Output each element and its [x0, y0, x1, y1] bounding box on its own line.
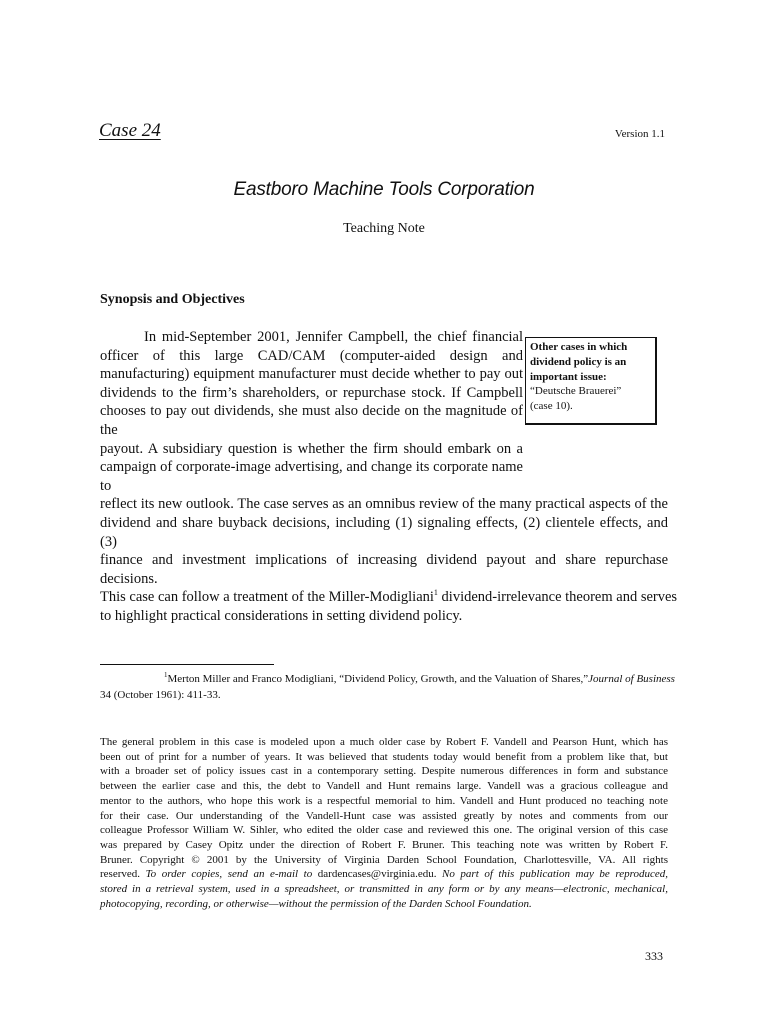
paragraph-text: dividend-irrelevance theorem and serves: [441, 589, 678, 606]
sidebar-text-line: “Deutsche Brauerei”: [530, 385, 622, 398]
credits-line: with a broader set of policy issues cast in a contemporary setting. Despite numerous differences in form and substance: [100, 765, 668, 778]
page-number: 333: [645, 949, 663, 963]
order-copies-text: To order copies, send an e-mail to: [145, 868, 313, 881]
document-title: Eastboro Machine Tools Corporation: [233, 179, 535, 200]
credits-line: mentor to the authors, who hope this work is a respectful memorial to him. Vandell and Hunt produced no teaching note: [100, 794, 668, 807]
paragraph-line: finance and investment implications of increasing dividend payout and share repurchase decisions.: [100, 552, 668, 587]
credits-line: photocopying, recording, or otherwise—without the permission of the Darden School Foundation.: [100, 897, 532, 910]
footnote-text: Merton Miller and Franco Modigliani, “Dividend Policy, Growth, and the Valuation of Shares,”: [167, 673, 589, 685]
credits-line: for their case. Our understanding of the Vandell-Hunt case was assisted greatly by notes and comments from our: [100, 809, 668, 822]
paragraph-line: dividend and share buyback decisions, including (1) signaling effects, (2) clientele effects, and (3): [100, 514, 668, 550]
credits-line: colleague Professor William W. Sihler, who edited the older case and reviewed this one. The original version of this case: [100, 824, 668, 837]
paragraph-line: to highlight practical considerations in setting dividend policy.: [100, 607, 463, 624]
credits-line: [100, 867, 668, 882]
credits-text: reserved.: [100, 868, 141, 881]
footnote-divider: [100, 664, 274, 665]
case-label: Case 24: [99, 120, 161, 141]
document-subtitle: Teaching Note: [343, 221, 425, 236]
reproduction-notice: No part of this publication may be reproduced,: [442, 868, 669, 881]
sidebar-text-line: (case 10).: [530, 400, 573, 413]
sidebar-heading-line: important issue:: [530, 370, 607, 383]
footnote: [100, 671, 675, 703]
credits-line: was prepared by Casey Opitz under the direction of Robert F. Bruner. This teaching note was written by Robert F.: [100, 838, 668, 851]
paragraph-line: manufacturing) equipment manufacturer must decide whether to pay out: [100, 366, 523, 383]
sidebar-heading-line: dividend policy is an: [530, 355, 627, 368]
paragraph-line: officer of this large CAD/CAM (computer-aided design and: [100, 347, 523, 364]
footnote-journal: Journal of Business: [588, 673, 675, 685]
paragraph-text: This case can follow a treatment of the Miller-Modigliani: [100, 589, 434, 606]
contact-email: dardencases@virginia.edu.: [317, 868, 437, 881]
sidebar-note: [525, 337, 657, 425]
credits-line: Bruner. Copyright © 2001 by the University of Virginia Darden School Foundation, Charlottesville, VA. All rights: [100, 853, 668, 866]
footnote-marker: 1: [164, 671, 168, 679]
credits-line: stored in a retrieval system, used in a spreadsheet, or transmitted in any form or by any means—electronic, mechanical,: [100, 883, 668, 896]
paragraph-line: dividends to the firm’s shareholders, or repurchase stock. If Campbell: [100, 384, 523, 401]
credits-line: been out of print for a number of years. It was believed that students today would benefit from a problem like that, but: [100, 750, 668, 763]
section-heading: Synopsis and Objectives: [100, 292, 245, 307]
paragraph-line: payout. A subsidiary question is whether the firm should embark on a: [100, 440, 523, 457]
credits-line: The general problem in this case is modeled upon a much older case by Robert F. Vandell and Pearson Hunt, which has: [100, 736, 668, 748]
credits-paragraph: [100, 735, 668, 911]
version-label: Version 1.1: [614, 128, 665, 140]
footnote-line: 34 (October 1961): 411-33.: [100, 688, 221, 701]
footnote-line: [100, 671, 675, 688]
paragraph-line: reflect its new outlook. The case serves as an omnibus review of the many practical aspects of the: [100, 496, 668, 513]
paragraph-line: [100, 588, 678, 607]
credits-line: between the earlier case and this, the debt to Vandell and Hunt remains large. Vandell was a gracious colleague and: [100, 780, 668, 793]
paragraph-line: chooses to pay out dividends, she must also decide on the magnitude of the: [100, 403, 523, 438]
paragraph-line: In mid-September 2001, Jennifer Campbell, the chief financial: [144, 329, 523, 345]
paragraph-line: campaign of corporate-image advertising, and change its corporate name to: [100, 459, 523, 494]
footnote-reference: 1: [433, 588, 438, 598]
sidebar-heading-line: Other cases in which: [530, 341, 628, 353]
